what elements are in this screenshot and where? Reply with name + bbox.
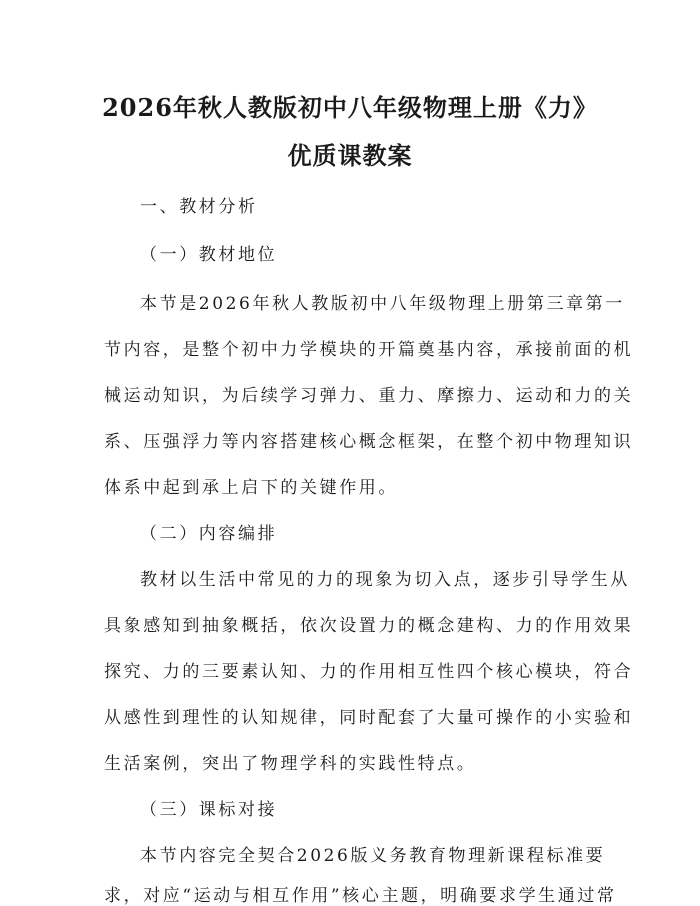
paragraph-line: 生活案例，突出了物理学科的实践性特点。 (104, 754, 477, 774)
paragraph-line: 本节是2026年秋人教版初中八年级物理上册第三章第一 (140, 294, 625, 314)
paragraph-line: 节内容，是整个初中力学模块的开篇奠基内容，承接前面的机 (104, 340, 634, 360)
paragraph-line: 从感性到理性的认知规律，同时配套了大量可操作的小实验和 (104, 708, 634, 728)
paragraph-line: 教材以生活中常见的力的现象为切入点，逐步引导学生从 (140, 570, 630, 590)
subsection-heading-content-arrangement: （二）内容编排 (140, 524, 278, 544)
paragraph-line: 探究、力的三要素认知、力的作用相互性四个核心模块，符合 (104, 662, 634, 682)
document-title-line-1: 2026年秋人教版初中八年级物理上册《力》 (102, 93, 598, 122)
paragraph-line: 体系中起到承上启下的关键作用。 (104, 478, 398, 498)
paragraph-line: 械运动知识，为后续学习弹力、重力、摩擦力、运动和力的关 (104, 386, 634, 406)
section-heading-teaching-material-analysis: 一、教材分析 (140, 197, 258, 217)
subsection-heading-material-position: （一）教材地位 (140, 245, 278, 265)
subsection-heading-curriculum-alignment: （三）课标对接 (140, 800, 278, 820)
paragraph-line: 具象感知到抽象概括，依次设置力的概念建构、力的作用效果 (104, 616, 634, 636)
paragraph-line: 求，对应“运动与相互作用”核心主题，明确要求学生通过常 (104, 886, 617, 906)
paragraph-line: 本节内容完全契合2026版义务教育物理新课程标准要 (140, 846, 606, 866)
paragraph-line: 系、压强浮力等内容搭建核心概念框架，在整个初中物理知识 (104, 432, 634, 452)
document-title-line-2: 优质课教案 (287, 141, 413, 170)
